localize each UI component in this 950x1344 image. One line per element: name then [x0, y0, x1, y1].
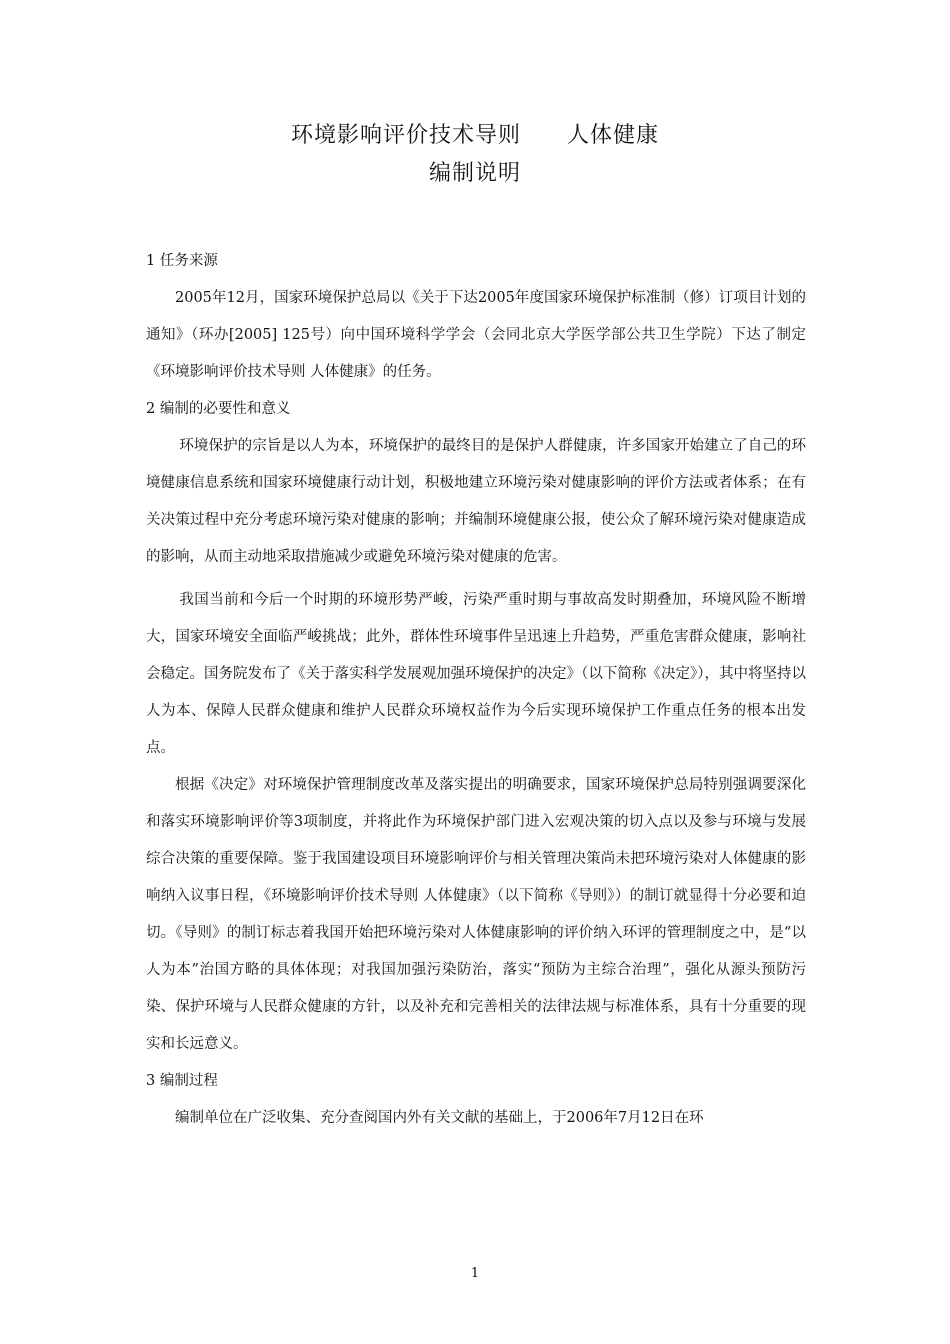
section-task-source	[146, 243, 806, 391]
document-subtitle: 编制说明	[428, 161, 521, 186]
page-number: 1	[470, 1266, 480, 1281]
document-title: 环境影响评价技术导则 人体健康	[290, 123, 659, 148]
section-process	[146, 1063, 806, 1137]
document-body	[146, 243, 806, 1137]
paragraph: 编制单位在广泛收集、充分查阅国内外有关文献的基础上，于2006年7月12日在环	[175, 1110, 704, 1126]
section-heading: 3 编制过程	[146, 1073, 218, 1089]
section-heading: 2 编制的必要性和意义	[146, 401, 291, 417]
paragraph: 根据《决定》对环境保护管理制度改革及落实提出的明确要求，国家环境保护总局特别强调要深化和落实环境影响评价等3项制度，并将此作为环境保护部门进入宏观决策的切入点以及参与环境与发展综合决策的重要保障。鉴于我国建设项目环境影响评价与相关管理决策尚未把环境污染对人体健康的影响纳入议事日程，《环境影响评价技术导则 人体健康》（以下简称《导则》）的制订就显得十分必要和迫切。《导则》的制订标志着我国开始把环境污染对人体健康影响的评价纳入环评的管理制度之中，是“以人为本”治国方略的具体体现；对我国加强污染防治，落实“预防为主综合治理”，强化从源头预防污染、保护环境与人民群众健康的方针，以及补充和完善相关的法律法规与标准体系，具有十分重要的现实和长远意义。	[146, 777, 806, 1052]
paragraph: 2005年12月，国家环境保护总局以《关于下达2005年度国家环境保护标准制（修）订项目计划的通知》（环办[2005] 125号）向中国环境科学学会（会同北京大学医学部公共卫生学院）下达了制定《环境影响评价技术导则 人体健康》的任务。	[146, 290, 806, 380]
paragraph: 环境保护的宗旨是以人为本，环境保护的最终目的是保护人群健康，许多国家开始建立了自己的环境健康信息系统和国家环境健康行动计划，积极地建立环境污染对健康影响的评价方法或者体系；在有关决策过程中充分考虑环境污染对健康的影响；并编制环境健康公报，使公众了解环境污染对健康造成的影响，从而主动地采取措施减少或避免环境污染对健康的危害。	[146, 438, 806, 565]
section-necessity	[146, 391, 806, 1063]
section-heading: 1 任务来源	[146, 253, 218, 269]
paragraph: 我国当前和今后一个时期的环境形势严峻，污染严重时期与事故高发时期叠加，环境风险不断增大，国家环境安全面临严峻挑战；此外，群体性环境事件呈迅速上升趋势，严重危害群众健康，影响社会稳定。国务院发布了《关于落实科学发展观加强环境保护的决定》（以下简称《决定》），其中将坚持以人为本、保障人民群众健康和维护人民群众环境权益作为今后实现环境保护工作重点任务的根本出发点。	[146, 592, 806, 756]
